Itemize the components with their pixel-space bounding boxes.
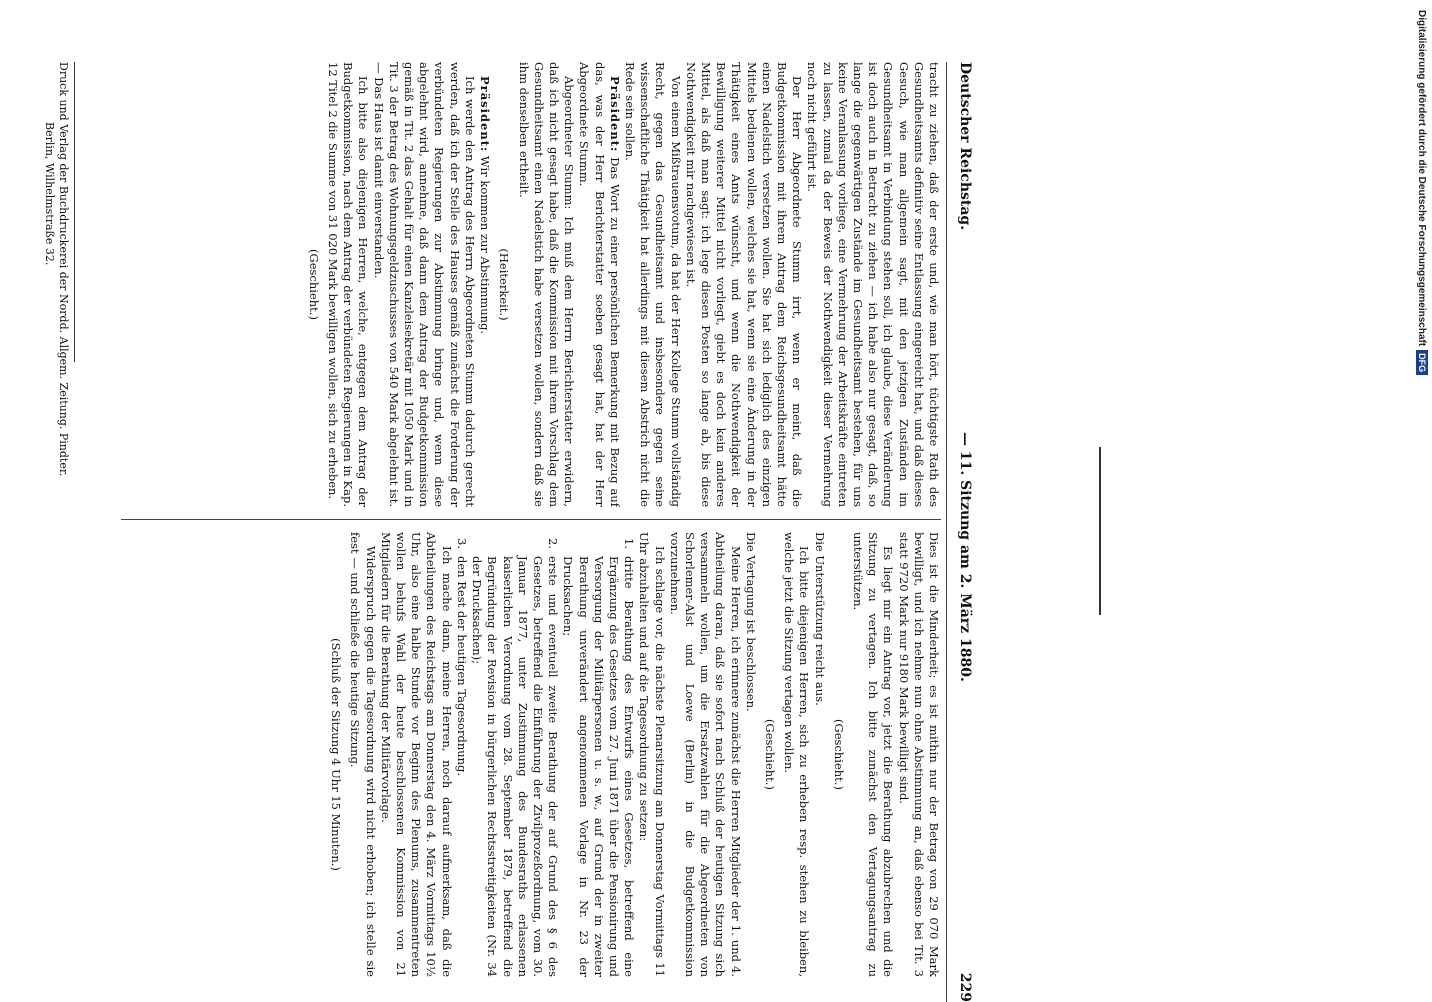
agenda-item-text: dritte Berathung des Entwurfs eines Gesetzes, betreffend eine Ergänzung des Gesetzes vom 27. Juni 1871 über die Pensionirung und Versorgung der Militärpersonen u. s. w., auf Grund der in zweiter Berathung unverändert angenommenen Vorlage in Nr. 23 der Drucksachen; <box>561 556 637 977</box>
stage-direction: (Geschieht.) <box>831 719 846 790</box>
paragraph <box>811 532 826 977</box>
stage-direction: (Geschieht.) <box>306 249 321 320</box>
paragraph <box>743 532 758 977</box>
column-rule <box>121 519 941 520</box>
paragraph <box>781 532 811 977</box>
paragraph-text: Die Vertagung ist beschlossen. <box>743 532 758 712</box>
paragraph-text: Von einem Mißtrauensvotum, da hat der Herr Kollege Stumm vollständig Recht, gegen das Gesundheitsamt und insbesondere gegen seine wissenschaftliche Thätigkeit hat allerdings mit diesem Abstrich nicht die Rede sein sollen. <box>622 62 683 507</box>
paragraph-text: Es liegt mir ein Antrag vor, jetzt die Berathung abzubrechen und die Sitzung zu vertagen. Ich bitte zunächst den Vertagungsantrag zu unterstützen. <box>850 532 896 977</box>
stage-direction: (Heiterkeit.) <box>497 248 512 321</box>
paragraph-text: Der Herr Abgeordnete Stumm irrt, wenn er meint, daß die Budgetkommission mit ihrem Antrag dem Reichsgesundheitsamt hätte einen Nadelstich versetzen wollen. Sie hat sich lediglich des einzigen Mittels bedienen wollen, welches sie hat, wenn sie eine Änderung in der Thätigkeit eines Amts wünscht, und wenn die Nothwendigkeit der Bewilligung weiterer Mittel nicht vorliegt, giebt es doch kein anderes Mittel, als daß man sagt: ich lege diesen Posten so lange ab, bis diese Nothwendigkeit mir nachgewiesen ist. <box>683 62 805 507</box>
agenda-item-text: den Rest der heutigen Tagesordnung. <box>454 556 469 777</box>
paragraph-text: Dies ist die Minderheit; es ist mithin nur der Betrag von 29 070 Mark bewilligt, und ich nehme nun ohne Abstimmung an, daß ebenso bei Tit. 3 statt 9720 Mark nur 9180 Mark bewilligt sind. <box>896 532 941 977</box>
paragraph <box>636 532 666 977</box>
agenda-item-number: 3. <box>454 538 469 549</box>
paragraph-text: Die Unterstützung reicht aus. <box>812 532 827 706</box>
stage-direction: (Schluß der Sitzung 4 Uhr 15 Minuten.) <box>329 638 344 871</box>
paragraph-text: Ich bitte diejenigen Herren, sich zu erheben resp. stehen zu bleiben, welche jetzt die Sitzung vertagen wollen. <box>782 532 812 977</box>
paragraph-text: Meine Herren, ich erinnere zunächst die Herren Mitglieder der 1. und 4. Abtheilung daran, daß sie sofort nach Schluß der heutigen Sitzung sich versammeln wollen, um die Ersatzwahlen für die Abgeordneten von Schorlemer-Alst und Loewe (Berlin) in die Budgetkommission vorzunehmen. <box>667 532 743 977</box>
agenda-item <box>469 532 560 977</box>
agenda-item <box>454 532 469 977</box>
paragraph <box>683 62 805 507</box>
paragraph <box>370 62 476 507</box>
paragraph <box>378 532 454 977</box>
paragraph-text: Wir kommen zur Abstimmung. <box>478 152 493 335</box>
paragraph-text: Abgeordneter Stumm: Ich muß dem Herrn Berichterstatter erwidern, daß ich nicht gesagt habe, daß die Kommission mit ihrem Vorschlag dem Gesundheitsamt einen Nadelstich habe versetzen wollen, sondern daß sie ihm denselben ertheilt. <box>516 62 577 507</box>
right-column <box>111 532 941 977</box>
printer-line-2: Berlin, Wilhelmstraße 32. <box>43 122 56 266</box>
paragraph-text: tracht zu ziehen, daß der erste und, wie man hört, tüchtigste Rath des Gesundheitsamts definitiv seine Entlassung eingereicht hat, und daß dieses Gesuch, wie man allgemein sagt, mit den jetzigen Zuständen im Gesundheitsamt in Verbindung stehen soll, ich glaube, diese Veränderung ist doch auch in Betracht zu ziehen — ich habe also nur gesagt, daß, so lange die gegenwärtigen Zustände im Gesundheitsamt bestehen, für uns keine Veranlassung vorliege, eine Vermehrung der Arbeitskräfte eintreten zu lassen, zumal da der Beweis der Nothwendigkeit dieser Vermehrung noch nicht geführt ist. <box>805 62 941 507</box>
paragraph <box>804 62 941 507</box>
dfg-logo: DFG <box>1416 350 1428 375</box>
agenda-item-number: 1. <box>622 538 637 549</box>
printer-line-1: Druck und Verlag der Buchdruckerei der Nordd. Allgem. Zeitung. Pindter. <box>57 62 70 477</box>
paragraph <box>895 532 941 977</box>
scan-artifact-rule <box>1099 447 1101 615</box>
dfg-notice <box>1408 10 1428 990</box>
stage-direction: (Geschieht.) <box>762 719 777 790</box>
paragraph-text: Ich werde den Antrag des Herrn Abgeordneten Stumm dadurch gerecht werden, daß ich der Stelle des Hauses gemäß zunächst die Forderung der verbündeten Regierungen zur Abstimmung bringe und, wenn diese abgelehnt wird, annehme, daß dann dem Antrag der Budgetkommission gemäß in Tit. 2 das Gehalt für einen Kanzleisekretär mit 1050 Mark und in Tit. 3 der Betrag des Wohnungsgeldzuschusses von 540 Mark abgelehnt ist. — Das Haus ist damit einverstanden. <box>371 62 477 507</box>
left-column <box>111 62 941 507</box>
paragraph <box>515 62 576 507</box>
paragraph <box>622 62 683 507</box>
paragraph <box>325 62 371 507</box>
paragraph <box>850 532 896 977</box>
speaker-label: Präsident: <box>478 76 493 153</box>
header-center: — 11. Sitzung am 2. März 1880. <box>957 432 973 682</box>
paragraph-text: Ich bitte also diejenigen Herren, welche, entgegen dem Antrag der Budgetkommission, nach dem Antrag der verbündeten Regierungen in Kap. 12 Titel 2 die Summe von 31 020 Mark bewilligen wollen, sich zu erheben. <box>326 62 371 507</box>
rotated-page <box>43 62 975 1002</box>
paragraph-text: Ich mache dann, meine Herren, noch darauf aufmerksam, daß die Abtheilungen des Reichstags am Donnerstag den 4. März Vormittags 10½ Uhr, also eine halbe Stunde vor Beginn des Plenums, zusammentreten wollen behufs Wahl der heute beschlossenen Kommission von 21 Mitgliedern für die Berathung der Militärvorlage. <box>378 532 454 977</box>
paragraph-text: Das Wort zu einer persönlichen Bemerkung mit Bezug auf das, was der Herr Berichterstatter soeben gesagt hat, hat der Herr Abgeordnete Stumm. <box>577 62 622 507</box>
agenda-item-text: erste und eventuell zweite Berathung der auf Grund des § 6 des Gesetzes, betreffend die Einführung der Zivilprozeßordnung, vom 30. Januar 1877, unter Zustimmung des Bundesraths erlassenen kaiserlichen Verordnung vom 28. September 1879, betreffend die Begründung der Revision in bürgerlichen Rechtsstreitigkeiten (Nr. 34 der Drucksachen); <box>470 556 561 977</box>
paragraph-text: Ich schlage vor, die nächste Plenarsitzung am Donnerstag Vormittags 11 Uhr abzuhalten und auf die Tagesordnung zu setzen: <box>637 532 667 977</box>
agenda-item <box>560 532 636 977</box>
paragraph <box>576 62 622 507</box>
footer-rule <box>74 62 75 362</box>
page-number: 229 <box>957 972 973 1002</box>
agenda-item-number: 2. <box>546 538 561 549</box>
running-header <box>949 62 975 1002</box>
paragraph <box>477 62 492 507</box>
paragraph <box>347 532 377 977</box>
speaker-label: Präsident: <box>607 76 622 153</box>
paragraph <box>667 532 743 977</box>
printer-imprint <box>42 62 70 662</box>
paragraph-text: Widerspruch gegen die Tagesordnung wird nicht erhoben; ich stelle sie fest — und schließe die heutige Sitzung. <box>348 532 378 977</box>
header-left: Deutscher Reichstag. <box>957 62 973 231</box>
dfg-notice-text: Digitalisierung gefördert durch die Deutsche Forschungsgemeinschaft <box>1416 10 1427 347</box>
header-rule <box>946 62 947 1002</box>
